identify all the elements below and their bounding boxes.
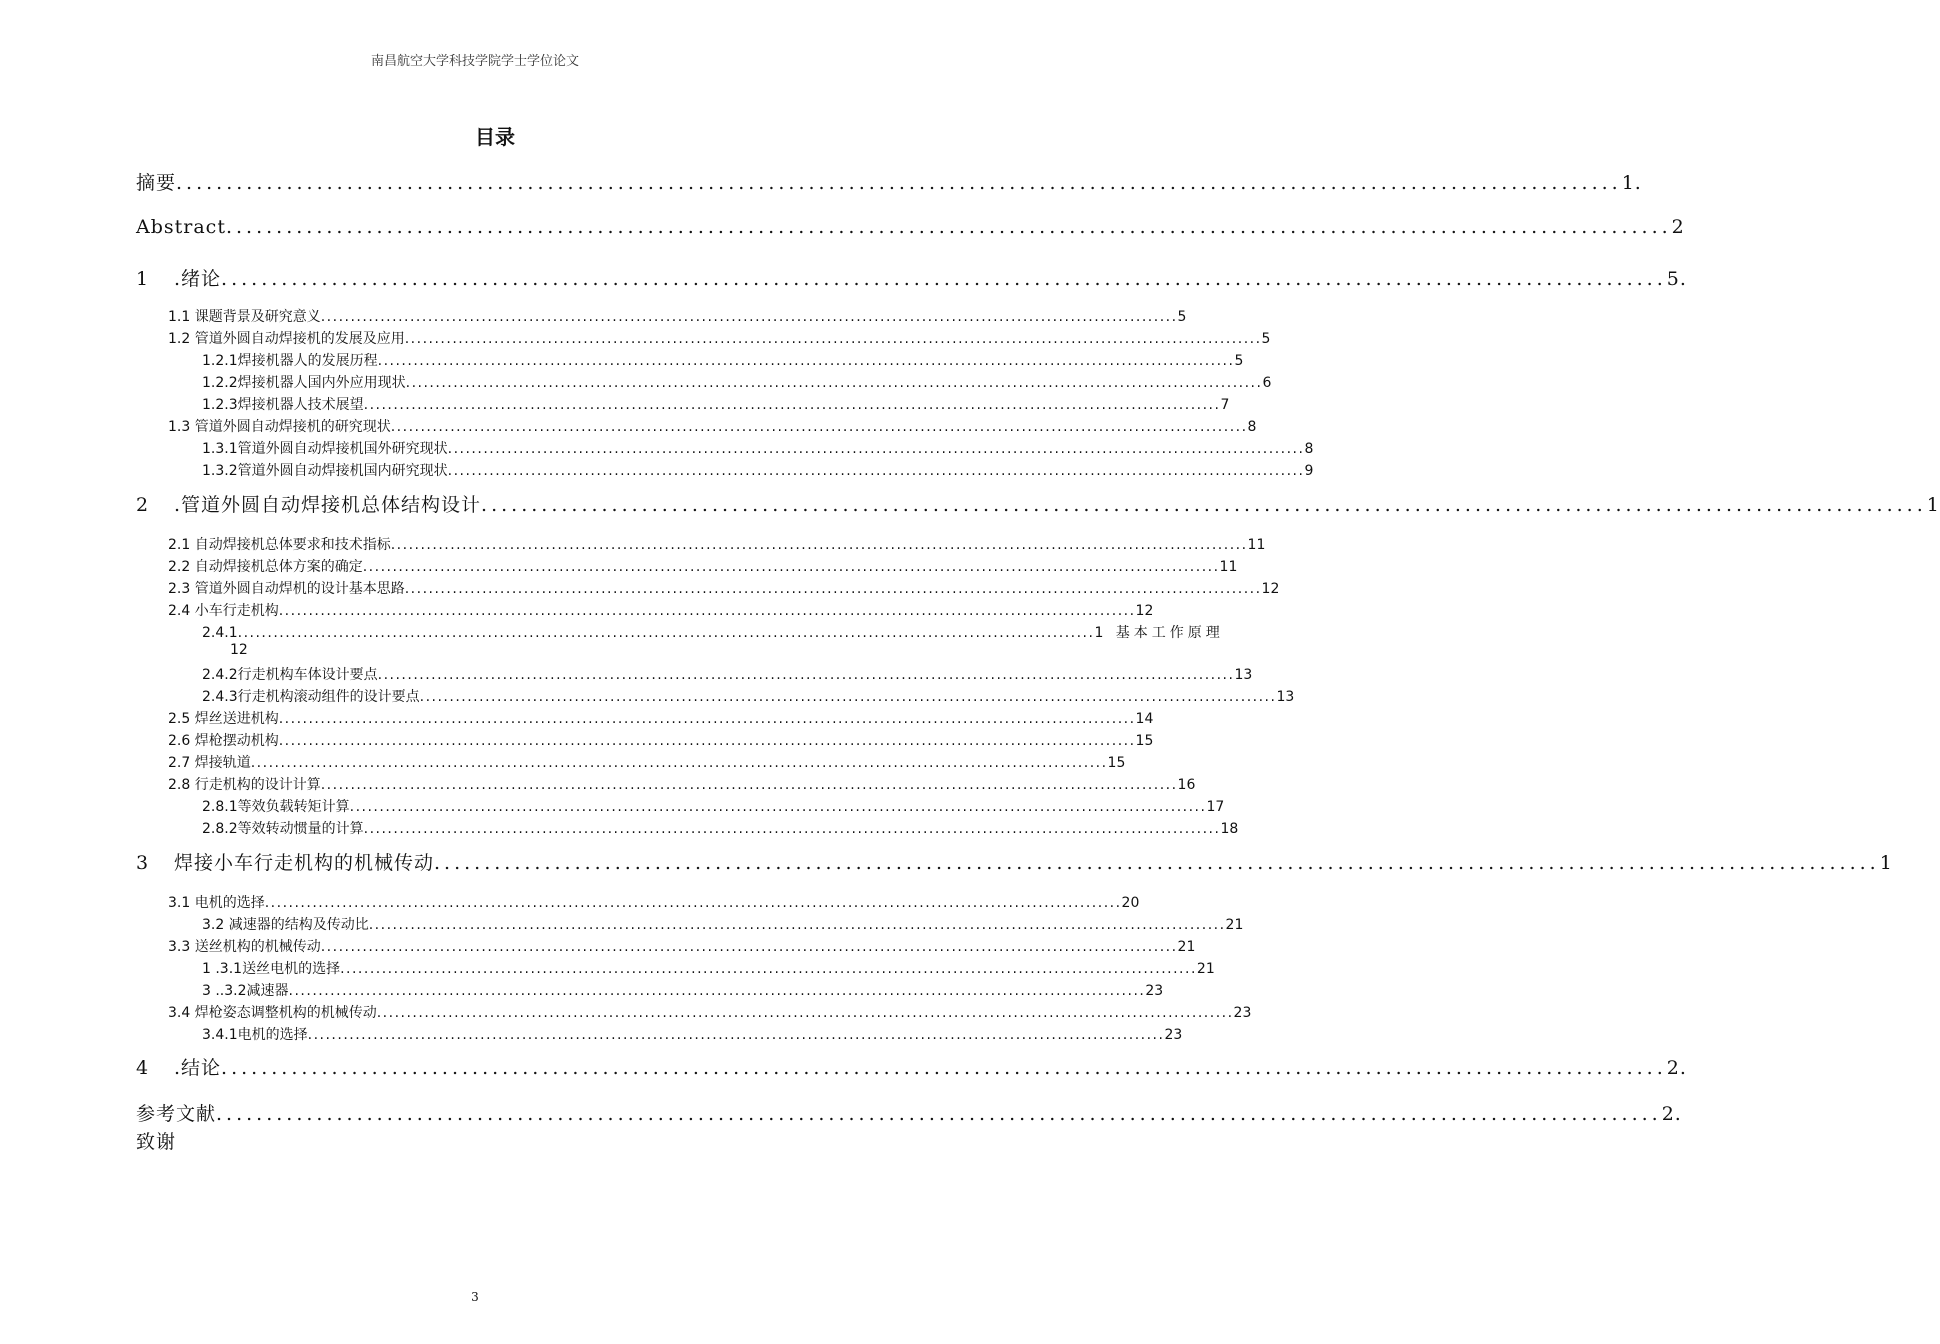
- toc-leader: ................................................................................................................................................: [434, 852, 1880, 874]
- toc-label: 3.4 焊枪姿态调整机构的机械传动: [168, 1005, 377, 1021]
- toc-leader: ................................................................................................................................................: [320, 939, 1178, 955]
- toc-leader: ................................................................................................................................................: [221, 268, 1667, 290]
- toc-entry-chapter-4[interactable]: [136, 1053, 1687, 1080]
- toc-label: 2.3 管道外圆自动焊机的设计基本思路: [168, 581, 405, 597]
- toc-chapter-number: 2: [136, 494, 150, 516]
- toc-leader: ................................................................................................................................................: [349, 799, 1207, 815]
- toc-leader: ................................................................................................................................................: [390, 537, 1248, 553]
- toc-entry-1-2-3[interactable]: [202, 394, 1230, 414]
- toc-entry-2-4-1[interactable]: [202, 622, 1224, 642]
- toc-label: Abstract: [136, 216, 226, 238]
- toc-entry-2-2[interactable]: [168, 556, 1238, 576]
- toc-label: 1.1 课题背景及研究意义: [168, 309, 321, 325]
- toc-page: 5: [1177, 309, 1187, 325]
- toc-leader: ................................................................................................................................................: [221, 1057, 1667, 1079]
- toc-page: 5: [1261, 331, 1271, 347]
- toc-leader: ................................................................................................................................................: [377, 353, 1235, 369]
- toc-entry-1-3-2[interactable]: [202, 460, 1314, 480]
- toc-page: 12: [1135, 603, 1154, 619]
- toc-entry-3-2[interactable]: [202, 914, 1244, 934]
- toc-page: 21: [1177, 939, 1196, 955]
- toc-label: .绪论: [174, 268, 222, 290]
- toc-entry-3-3-1[interactable]: [202, 958, 1215, 978]
- toc-entry-2-4-2[interactable]: [202, 664, 1253, 684]
- toc-leader: ................................................................................................................................................: [447, 441, 1305, 457]
- toc-page: 11: [1247, 537, 1266, 553]
- toc-page: 1 基本工作原理: [1094, 625, 1224, 641]
- toc-entry-2-6[interactable]: [168, 730, 1154, 750]
- toc-chapter-number: 3: [136, 852, 150, 874]
- toc-leader: ................................................................................................................................................: [419, 689, 1277, 705]
- toc-leader: ................................................................................................................................................: [376, 1005, 1234, 1021]
- toc-label: 3.3 送丝机构的机械传动: [168, 939, 321, 955]
- toc-page: 7: [1220, 397, 1230, 413]
- toc-page: 13: [1234, 667, 1253, 683]
- toc-entry-3-3-2[interactable]: [202, 980, 1164, 1000]
- toc-label: 2.4 小车行走机构: [168, 603, 279, 619]
- toc-entry-3-3[interactable]: [168, 936, 1196, 956]
- toc-leader: ................................................................................................................................................: [278, 603, 1136, 619]
- toc-leader: ................................................................................................................................................: [288, 983, 1146, 999]
- toc-page: 2: [1671, 216, 1685, 238]
- toc-entry-2-1[interactable]: [168, 534, 1266, 554]
- toc-leader: ................................................................................................................................................: [278, 711, 1136, 727]
- toc-label: 2.6 焊枪摆动机构: [168, 733, 279, 749]
- toc-leader: ................................................................................................................................................: [363, 397, 1221, 413]
- toc-leader: ................................................................................................................................................: [377, 667, 1235, 683]
- toc-label: 3 ..3.2减速器: [202, 983, 289, 999]
- toc-label: 参考文献: [136, 1103, 217, 1125]
- toc-page: 17: [1206, 799, 1225, 815]
- toc-chapter-number: 1: [136, 268, 150, 290]
- toc-label: 3.2 减速器的结构及传动比: [202, 917, 369, 933]
- toc-page: 21: [1225, 917, 1244, 933]
- toc-page: 9: [1304, 463, 1314, 479]
- toc-entry-abstract-cn[interactable]: [136, 168, 1642, 195]
- toc-leader: ................................................................................................................................................: [307, 1027, 1165, 1043]
- toc-label: 1.3.1管道外圆自动焊接机国外研究现状: [202, 441, 448, 457]
- toc-page: 13: [1276, 689, 1295, 705]
- toc-leader: ................................................................................................................................................: [404, 581, 1262, 597]
- toc-label: 1.2.3焊接机器人技术展望: [202, 397, 364, 413]
- toc-label: 1.2 管道外圆自动焊接机的发展及应用: [168, 331, 405, 347]
- toc-label: 2.1 自动焊接机总体要求和技术指标: [168, 537, 391, 553]
- toc-entry-1-2-1[interactable]: [202, 350, 1244, 370]
- toc-page: 11: [1219, 559, 1238, 575]
- toc-label: .结论: [174, 1057, 222, 1079]
- toc-leader: ................................................................................................................................................: [340, 961, 1197, 977]
- toc-entry-2-8[interactable]: [168, 774, 1196, 794]
- toc-page: 1: [1926, 494, 1940, 516]
- toc-label: 2.8 行走机构的设计计算: [168, 777, 321, 793]
- toc-label: 1.3 管道外圆自动焊接机的研究现状: [168, 419, 391, 435]
- toc-entry-1-3[interactable]: [168, 416, 1257, 436]
- page-number: 3: [471, 1290, 479, 1304]
- toc-label: 2.4.2行走机构车体设计要点: [202, 667, 378, 683]
- toc-label: 2.2 自动焊接机总体方案的确定: [168, 559, 363, 575]
- toc-page: 8: [1304, 441, 1314, 457]
- toc-entry-2-8-1[interactable]: [202, 796, 1225, 816]
- toc-page: 15: [1135, 733, 1154, 749]
- toc-page: 23: [1233, 1005, 1252, 1021]
- toc-entry-3-1[interactable]: [168, 892, 1140, 912]
- toc-entry-2-8-2[interactable]: [202, 818, 1239, 838]
- page-title: 目录: [475, 125, 515, 149]
- toc-page: 18: [1220, 821, 1239, 837]
- toc-page: 23: [1145, 983, 1164, 999]
- toc-leader: ................................................................................................................................................: [250, 755, 1108, 771]
- toc-chapter-number: 4: [136, 1057, 150, 1079]
- running-header: 南昌航空大学科技学院学士学位论文: [370, 54, 579, 69]
- toc-label: 1 .3.1送丝电机的选择: [202, 961, 341, 977]
- toc-entry-2-4[interactable]: [168, 600, 1154, 620]
- toc-leader: ................................................................................................................................................: [216, 1103, 1662, 1125]
- toc-entry-3-4-1[interactable]: [202, 1024, 1183, 1044]
- toc-label: .管道外圆自动焊接机总体结构设计: [174, 494, 482, 516]
- toc-entry-2-3[interactable]: [168, 578, 1280, 598]
- toc-page: 1.: [1621, 172, 1642, 194]
- toc-entry-chapter-2[interactable]: [136, 490, 1940, 517]
- toc-page: 1: [1879, 852, 1893, 874]
- toc-label: 2.7 焊接轨道: [168, 755, 251, 771]
- toc-label: 2.5 焊丝送进机构: [168, 711, 279, 727]
- toc-label: 致谢: [136, 1131, 177, 1153]
- toc-page: 5: [1234, 353, 1244, 369]
- toc-leader: ................................................................................................................................................: [363, 821, 1221, 837]
- toc-page: 23: [1164, 1027, 1183, 1043]
- toc-wrapped-page: 12: [230, 642, 248, 658]
- toc-page: 5.: [1666, 268, 1687, 290]
- toc-page: 15: [1107, 755, 1126, 771]
- toc-label: 2.4.1: [202, 625, 238, 641]
- toc-leader: ................................................................................................................................................: [368, 917, 1226, 933]
- toc-entry-2-4-3[interactable]: [202, 686, 1295, 706]
- toc-leader: ................................................................................................................................................: [320, 309, 1178, 325]
- toc-label: 1.3.2管道外圆自动焊接机国内研究现状: [202, 463, 448, 479]
- toc-label: 焊接小车行走机构的机械传动: [174, 852, 435, 874]
- toc-leader: ................................................................................................................................................: [404, 331, 1262, 347]
- toc-leader: ................................................................................................................................................: [362, 559, 1220, 575]
- toc-page: 14: [1135, 711, 1154, 727]
- toc-entry-chapter-1[interactable]: [136, 264, 1687, 291]
- toc-page: 16: [1177, 777, 1196, 793]
- toc-leader: ................................................................................................................................................: [225, 216, 1672, 238]
- toc-leader: ................................................................................................................................................: [237, 625, 1095, 641]
- toc-leader: ................................................................................................................................................: [390, 419, 1248, 435]
- toc-page: 12: [1261, 581, 1280, 597]
- toc-page: 21: [1196, 961, 1215, 977]
- toc-label: 摘要: [136, 172, 177, 194]
- toc-label: 1.2.1焊接机器人的发展历程: [202, 353, 378, 369]
- toc-page: 8: [1247, 419, 1257, 435]
- toc-leader: ................................................................................................................................................: [447, 463, 1305, 479]
- toc-entry-1-2-2[interactable]: [202, 372, 1272, 392]
- toc-entry-2-7[interactable]: [168, 752, 1126, 772]
- toc-label: 2.4.3行走机构滚动组件的设计要点: [202, 689, 420, 705]
- toc-page: 2.: [1661, 1103, 1682, 1125]
- toc-entry-abstract-en[interactable]: [136, 216, 1685, 238]
- toc-page: 2.: [1666, 1057, 1687, 1079]
- toc-leader: ................................................................................................................................................: [278, 733, 1136, 749]
- toc-label: 2.8.2等效转动惯量的计算: [202, 821, 364, 837]
- toc-label: 3.1 电机的选择: [168, 895, 265, 911]
- toc-page: 20: [1121, 895, 1140, 911]
- toc-entry-3-4[interactable]: [168, 1002, 1252, 1022]
- toc-entry-1-2[interactable]: [168, 328, 1271, 348]
- toc-entry-references[interactable]: [136, 1099, 1682, 1126]
- toc-leader: ................................................................................................................................................: [405, 375, 1263, 391]
- toc-entry-1-1[interactable]: [168, 306, 1187, 326]
- toc-entry-chapter-3[interactable]: [136, 848, 1893, 875]
- toc-page: 6: [1262, 375, 1272, 391]
- toc-entry-1-3-1[interactable]: [202, 438, 1314, 458]
- toc-leader: ................................................................................................................................................: [320, 777, 1178, 793]
- toc-entry-acknowledgements[interactable]: [136, 1127, 844, 1154]
- toc-leader: ................................................................................................................................................: [176, 172, 1622, 194]
- toc-label: 2.8.1等效负载转矩计算: [202, 799, 350, 815]
- toc-leader: ................................................................................................................................................: [481, 494, 1927, 516]
- toc-entry-2-5[interactable]: [168, 708, 1154, 728]
- toc-leader: ................................................................................................................................................: [264, 895, 1122, 911]
- toc-label: 3.4.1电机的选择: [202, 1027, 308, 1043]
- toc-label: 1.2.2焊接机器人国内外应用现状: [202, 375, 406, 391]
